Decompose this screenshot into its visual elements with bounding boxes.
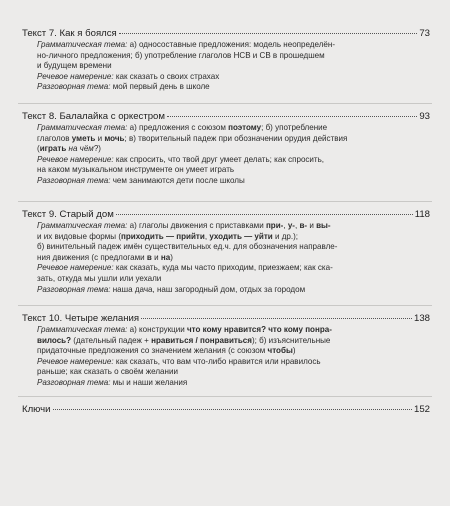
text-run: на каком музыкальном инструменте он умеет играть (37, 165, 235, 175)
text-run: а) односоставные предложения: модель неопределён- (127, 40, 335, 49)
description-line (37, 242, 430, 253)
section-divider (18, 201, 432, 202)
field-label: Речевое намерение: (37, 71, 114, 81)
toc-entry-page-number: 73 (419, 28, 430, 39)
toc-entry (22, 209, 430, 295)
description-line (37, 274, 430, 285)
text-run: (дательный падеж + (71, 335, 152, 345)
toc-entry-description (37, 221, 430, 295)
field-label: Грамматическая тема: (37, 123, 128, 132)
bold-term: играть (39, 144, 67, 154)
description-line (37, 367, 430, 378)
toc-entry-title: Текст 9. Старый дом (22, 209, 114, 220)
text-run: мы и наши желания (110, 377, 188, 387)
text-run: а) конструкции (127, 325, 187, 334)
text-run: и (307, 221, 317, 230)
toc-entry-page-number: 152 (413, 404, 430, 415)
description-line (37, 123, 430, 134)
toc-entry-description (37, 123, 430, 187)
description-line (37, 357, 430, 368)
toc-entry-title: Текст 7. Как я боялся (22, 28, 117, 39)
bold-term: чтобы (267, 346, 293, 356)
text-run: , (283, 221, 288, 230)
text-run: раньше; как сказать о своём желании (37, 367, 178, 377)
toc-entry-title: Текст 8. Балалайка с оркестром (22, 111, 165, 122)
text-run: ) (170, 252, 173, 262)
text-run: наша дача, наш загородный дом, отдых за городом (110, 284, 306, 294)
dot-leader (119, 31, 418, 34)
field-label: Грамматическая тема: (37, 325, 128, 334)
description-line (37, 155, 430, 166)
text-run: как сказать, что вам что-либо нравится или нравилось (113, 356, 321, 366)
toc-entry-page-number: 118 (414, 209, 430, 220)
text-run: как сказать, куда мы часто приходим, приезжаем; как ска- (113, 263, 333, 273)
toc-entry-heading[interactable] (22, 313, 430, 325)
text-run: зать, откуда мы ушли или уехали (37, 273, 162, 283)
toc-entry-heading[interactable] (22, 209, 430, 221)
bold-term: уходить — уйти (209, 231, 273, 241)
description-line (37, 285, 430, 296)
toc-entry-page-number: 93 (419, 111, 430, 122)
text-run: и их видовые формы ( (37, 231, 121, 241)
description-line (37, 176, 430, 187)
description-line (37, 134, 430, 145)
bold-term: на (160, 252, 171, 262)
field-label: Грамматическая тема: (37, 40, 128, 49)
bold-term: в- (299, 221, 308, 230)
toc-entry-heading[interactable] (22, 28, 430, 40)
field-label: Разговорная тема: (37, 284, 111, 294)
toc-entry-heading[interactable] (22, 111, 430, 123)
text-run: ); б) изъяснительные (251, 335, 331, 345)
description-line (37, 336, 430, 347)
text-run: ния движения (с предлогами (37, 252, 147, 262)
text-run: , (294, 221, 300, 230)
toc-entry-title: Ключи (22, 404, 51, 415)
bold-term: вилось? (37, 335, 72, 345)
section-divider (18, 396, 432, 397)
toc-entry-page-number: 138 (413, 313, 430, 324)
toc-entry (22, 313, 430, 389)
text-run: и др.); (272, 231, 299, 241)
description-line (37, 61, 430, 72)
description-line (37, 144, 430, 155)
text-run: как сказать о своих страхах (113, 71, 220, 81)
bold-term: вы- (316, 221, 331, 230)
description-line (37, 165, 430, 176)
description-line (37, 325, 430, 336)
toc-entry (22, 28, 430, 93)
description-line (37, 72, 430, 83)
description-line (37, 221, 430, 232)
bold-term: нравиться / понравиться (151, 335, 252, 345)
field-label: Разговорная тема: (37, 82, 111, 92)
toc-entry-title: Текст 10. Четыре желания (22, 313, 140, 324)
text-run: а) предложения с союзом (127, 123, 229, 132)
dot-leader (116, 212, 413, 215)
dot-leader (141, 316, 412, 319)
field-label: Речевое намерение: (37, 356, 114, 366)
description-line (37, 232, 430, 243)
section-divider (18, 305, 432, 306)
bold-term: при- (265, 221, 284, 230)
bold-term: у- (287, 221, 295, 230)
text-run: и (151, 252, 161, 262)
toc-entry-heading[interactable] (22, 404, 430, 416)
text-run: , (204, 231, 210, 241)
bold-term: уметь (71, 133, 96, 143)
text-run: чем занимаются дети после школы (110, 175, 245, 185)
field-label: Разговорная тема: (37, 175, 111, 185)
bold-term: поэтому (228, 123, 262, 132)
text-run: но-личного предложения; б) употребление глаголов НСВ и СВ в прошедшем (37, 50, 325, 60)
description-line (37, 253, 430, 264)
description-line (37, 82, 430, 93)
section-divider (18, 103, 432, 104)
description-line (37, 346, 430, 357)
description-line (37, 40, 430, 51)
bold-term: приходить — прийти (121, 231, 205, 241)
text-run: ; в) творительный падеж при обозначении орудия действия (124, 133, 348, 143)
text-run: б) винительный падеж имён существительных ед.ч. для обозначения направле- (37, 242, 338, 252)
text-run: мой первый день в школе (110, 82, 210, 92)
bold-term: что кому нравится? что кому понра- (187, 325, 332, 334)
text-run: глаголов (37, 133, 72, 143)
text-run: ?) (93, 144, 101, 154)
text-run: придаточные предложения со значением желания (с союзом (37, 346, 268, 356)
field-label: Разговорная тема: (37, 377, 111, 387)
description-line (37, 263, 430, 274)
bold-term: в (146, 252, 152, 262)
text-run: и (95, 133, 105, 143)
description-line (37, 51, 430, 62)
text-run: как спросить, что твой друг умеет делать; как спросить, (113, 154, 325, 164)
bold-term: мочь (104, 133, 125, 143)
toc-entry-description (37, 325, 430, 389)
text-run: а) глаголы движения с приставками (127, 221, 266, 230)
toc-entry (22, 404, 430, 416)
field-label: Речевое намерение: (37, 263, 114, 273)
text-run: и будущем времени (37, 61, 112, 71)
dot-leader (167, 114, 417, 117)
text-run: ; б) употребление (261, 123, 328, 132)
toc-entry-description (37, 40, 430, 93)
dot-leader (53, 407, 412, 410)
field-label: Речевое намерение: (37, 154, 114, 164)
text-run: ) (292, 346, 296, 356)
toc-entry (22, 111, 430, 187)
field-label: Грамматическая тема: (37, 221, 128, 230)
text-run: ( (37, 144, 40, 154)
description-line (37, 378, 430, 389)
field-label: на чём (68, 144, 94, 154)
